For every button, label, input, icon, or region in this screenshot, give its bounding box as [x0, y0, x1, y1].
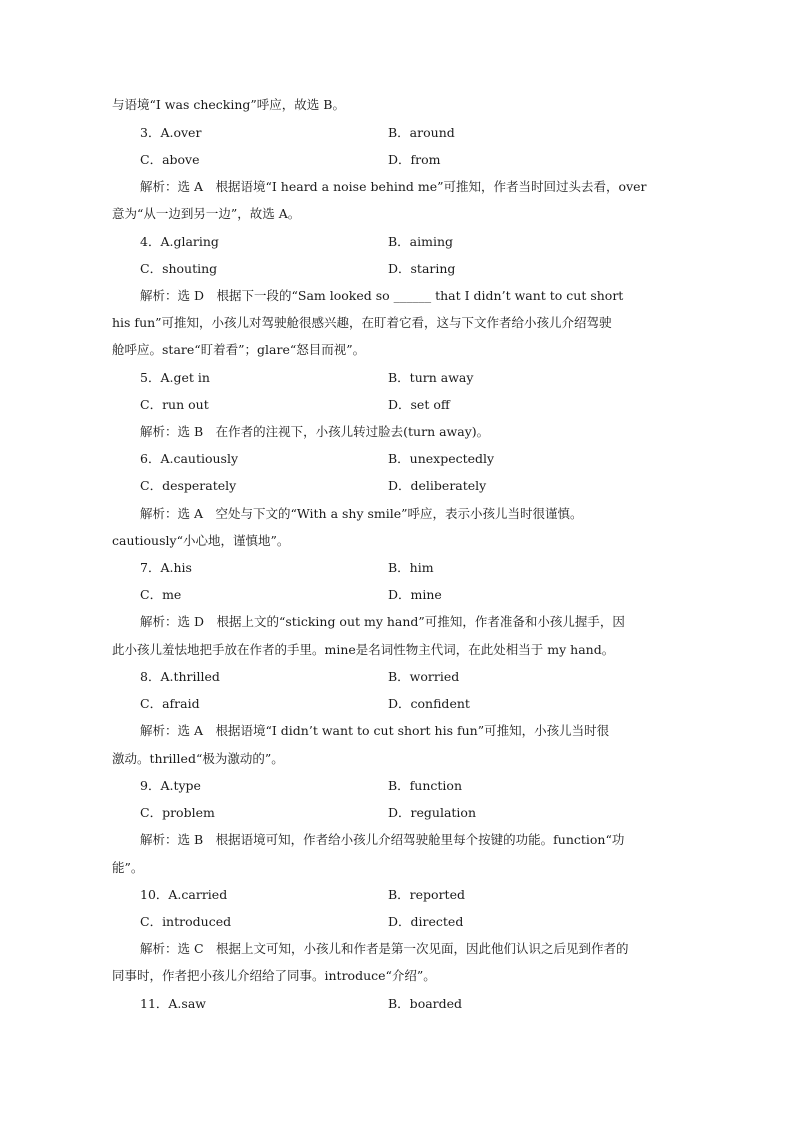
- explanation-line: 解析：选 A 根据语境“I didn’t want to cut short his fun”可推知，小孩儿当时很: [140, 723, 610, 738]
- option-d: D．from: [388, 152, 441, 167]
- option-d: D．directed: [388, 914, 464, 929]
- explanation-line: 意为“从一边到另一边”，故选 A。: [112, 206, 301, 221]
- option-d: D．staring: [388, 261, 456, 276]
- option-b: B．boarded: [388, 996, 463, 1011]
- option-c: C．afraid: [140, 696, 200, 711]
- option-c: C．shouting: [140, 261, 218, 276]
- option-c: C．introduced: [140, 914, 232, 929]
- explanation-line: 能”。: [112, 860, 144, 875]
- option-d: D．deliberately: [388, 478, 487, 493]
- option-b: B．function: [388, 778, 463, 793]
- option-d: D．mine: [388, 587, 442, 602]
- option-a: 3．A.over: [140, 125, 202, 140]
- option-a: 6．A.cautiously: [140, 451, 239, 466]
- explanation-line: 激动。thrilled“极为激动的”。: [112, 751, 284, 766]
- option-c: C．desperately: [140, 478, 237, 493]
- option-d: D．confident: [388, 696, 470, 711]
- text-line: 与语境“I was checking”呼应，故选 B。: [112, 97, 345, 112]
- option-c: C．me: [140, 587, 182, 602]
- option-b: B．worried: [388, 669, 460, 684]
- option-a: 4．A.glaring: [140, 234, 219, 249]
- explanation-line: his fun”可推知，小孩儿对驾驶舱很感兴趣，在盯着它看，这与下文作者给小孩儿介绍驾驶: [112, 315, 612, 330]
- explanation-line: cautiously“小心地，谨慎地”。: [112, 533, 290, 548]
- explanation-line: 解析：选 A 空处与下文的“With a shy smile”呼应，表示小孩儿当时很谨慎。: [140, 506, 583, 521]
- option-a: 9．A.type: [140, 778, 201, 793]
- option-b: B．unexpectedly: [388, 451, 495, 466]
- option-b: B．reported: [388, 887, 465, 902]
- option-a: 5．A.get in: [140, 370, 210, 385]
- explanation-line: 同事时，作者把小孩儿介绍给了同事。introduce“介绍”。: [112, 968, 436, 983]
- option-c: C．above: [140, 152, 200, 167]
- option-a: 10．A.carried: [140, 887, 228, 902]
- explanation-line: 舱呼应。stare“盯着看”；glare“怒目而视”。: [112, 342, 366, 357]
- explanation-line: 解析：选 C 根据上文可知，小孩儿和作者是第一次见面，因此他们认识之后见到作者的: [140, 941, 629, 956]
- option-d: D．regulation: [388, 805, 476, 820]
- option-b: B．him: [388, 560, 434, 575]
- option-c: C．problem: [140, 805, 215, 820]
- option-b: B．turn away: [388, 370, 474, 385]
- option-a: 11．A.saw: [140, 996, 206, 1011]
- option-d: D．set off: [388, 397, 450, 412]
- option-a: 8．A.thrilled: [140, 669, 220, 684]
- explanation-line: 解析：选 A 根据语境“I heard a noise behind me”可推知，作者当时回过头去看，over: [140, 179, 647, 194]
- explanation-line: 解析：选 D 根据上文的“sticking out my hand”可推知，作者准备和小孩儿握手，因: [140, 614, 625, 629]
- option-a: 7．A.his: [140, 560, 192, 575]
- explanation-line: 解析：选 B 根据语境可知，作者给小孩儿介绍驾驶舱里每个按键的功能。function“功: [140, 832, 625, 847]
- option-b: B．aiming: [388, 234, 454, 249]
- option-b: B．around: [388, 125, 455, 140]
- explanation-line: 解析：选 D 根据下一段的“Sam looked so ______ that I didn’t want to cut short: [140, 288, 624, 303]
- explanation-line: 解析：选 B 在作者的注视下，小孩儿转过脸去(turn away)。: [140, 424, 490, 439]
- option-c: C．run out: [140, 397, 209, 412]
- explanation-line: 此小孩儿羞怯地把手放在作者的手里。mine是名词性物主代词，在此处相当于 my hand。: [112, 642, 615, 657]
